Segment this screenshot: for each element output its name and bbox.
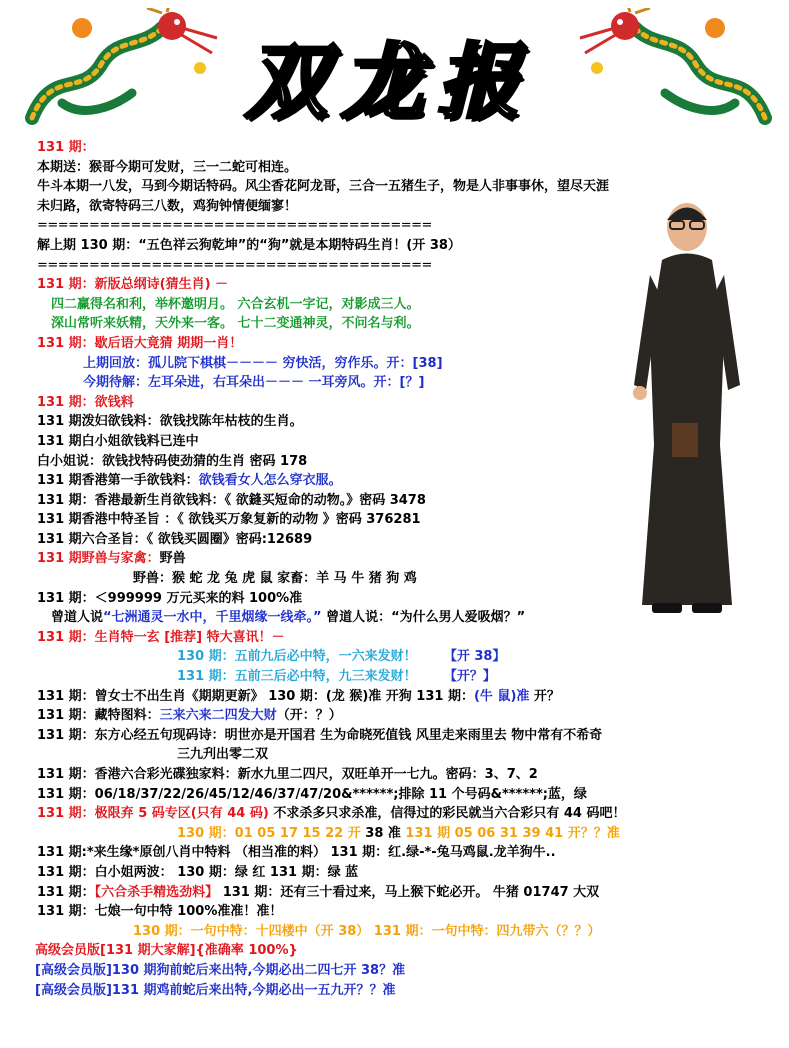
highlight: 三来六来二四发大财: [159, 708, 277, 724]
text-line: 131 期：香港六合彩光碟独家料：新水九里二四尺，双旺单开一七九。密码：3、7、2: [37, 767, 538, 782]
label: 不求杀多只求杀准，信得过的彩民就当六合彩只有 44 码吧！: [268, 806, 626, 822]
text-line: 白小姐说：欲钱找特码使劲猜的生肖 密码 178: [37, 453, 308, 469]
text-line: 131 期六合圣旨：《 欲钱买圆圈》密码:12689: [37, 531, 313, 547]
prediction: 131 期：一句中特：四九带六（？？）: [369, 923, 601, 939]
text-line: 131 期：东方心经五句现码诗：明世亦是开国君 生为命晓死值钱 风里走来雨里去 物中常有不希奇: [37, 727, 603, 743]
text-line: 131 期：七娘一句中特 100%准准！准！: [37, 904, 283, 920]
poem-line: 四二赢得名和利，举杯邀明月。 六合玄机一字记，对影成三人。: [51, 296, 420, 312]
label: 开？: [529, 688, 560, 704]
text-line: 131 期：＜999999 万元买来的料 100%准: [37, 590, 303, 606]
label: 131 期：: [37, 884, 95, 900]
section-heading: 131 期：极限弃 5 码专区(只有 44 码): [37, 806, 269, 822]
riddle-answer: [？]: [399, 375, 425, 391]
text-line: [37, 804, 777, 824]
label: 131 期：藏特图料：: [37, 708, 160, 724]
text-line: 131 期：香港最新生肖欲钱料：《 欲鏠买短命的动物。》密码 3478: [37, 492, 426, 508]
label: 曾道人说：“为什么男人爱吸烟？”: [321, 610, 526, 626]
text-line: [37, 373, 777, 393]
text-line: 131 期：06/18/37/22/26/45/12/46/37/47/20&******;排除 11 个号码&******;蓝，绿: [37, 786, 587, 802]
text-line: [37, 706, 777, 726]
dragon-left-icon: [22, 8, 222, 138]
section-heading: 131 期野兽与家禽：: [37, 551, 160, 567]
page-title: 双龙报: [245, 34, 533, 130]
text-line: [37, 667, 777, 687]
section-heading: 131 期：歇后语大竟猜 期期一肖！: [37, 335, 243, 351]
section-heading: 131 期：欲钱料: [37, 394, 134, 410]
text-line: [37, 883, 777, 903]
result: 【开 38】: [443, 649, 506, 665]
article-body: [37, 138, 777, 1000]
text-line: 解上期 130 期：“五色祥云狗乾坤”的“狗”就是本期特码生肖！(开 38）: [37, 237, 461, 253]
riddle-text: 今期待解：左耳朵进，右耳朵出－－－ 一耳旁风。开：: [83, 375, 400, 391]
text-line: [37, 549, 777, 569]
text-line: 牛斗本期一八发，马到今期话特码。风尘香花阿龙哥，三合一五猪生子，物是人非事事休，望尽天涯: [37, 179, 610, 195]
text-line: 131 期：: [37, 140, 95, 155]
section-heading: 高级会员版[131 期大家解]{准确率 100%}: [35, 943, 298, 959]
prediction: 131 期 05 06 31 39 41 开？？准: [400, 825, 620, 841]
text-line: 三九刋出零二双: [177, 747, 269, 763]
label: （开：？）: [276, 708, 342, 724]
text-line: 131 期:*来生缘*原创八肖中特料 （相当准的料） 131 期：红.绿-*-兔马鸡鼠.龙羊狗牛..: [37, 845, 556, 861]
text-line: [37, 471, 777, 491]
label: 曾道人说: [51, 610, 104, 626]
poem-line: 深山常听来妖精，天外来一客。 七十二变通神灵，不问名与利。: [51, 316, 420, 332]
divider: ======================================: [37, 257, 432, 273]
label: 131 期：曾女士不出生肖《期期更新》 130 期：(龙 猴)准 开狗 131 期：: [37, 688, 474, 704]
prediction: 131 期：五前三后必中特，九三来发财！: [177, 669, 417, 685]
section-heading: 131 期：新版总纲诗(猜生肖) －: [37, 277, 229, 293]
divider: ======================================: [37, 218, 432, 234]
section-heading: 【六合杀手精选劲料】: [94, 884, 219, 900]
text-line: 131 期泼妇欲钱料：欲钱找陈年枯枝的生肖。: [37, 414, 303, 430]
label: 131 期香港第一手欲钱料：: [37, 473, 199, 489]
result: 【开？】: [443, 669, 496, 685]
text-line: [37, 647, 777, 667]
label: 131 期：还有三十看过来，马上猴下蛇必开。 牛猪 01747 大双: [218, 884, 600, 900]
text-line: [37, 824, 777, 844]
text-line: 131 期香港中特圣旨 ：《 欲钱买万象复新的动物 》密码 376281: [37, 512, 421, 528]
text-line: 本期送：猴哥今期可发财，三一二蛇可相连。: [37, 159, 298, 175]
highlight: 欲钱看女人怎么穿衣服。: [198, 473, 342, 489]
text-line: [37, 354, 777, 374]
highlight: (牛 鼠)准: [473, 688, 530, 704]
text-line: [37, 922, 777, 942]
prediction: 130 期：01 05 17 15 22 开: [177, 825, 361, 841]
member-line: [高级会员版]131 期鸡前蛇后来出特,今期必出一五九开？？准: [35, 982, 396, 998]
value: 野兽: [159, 551, 186, 567]
highlight: “七洲通灵一水中，千里烟缘一线牵。”: [103, 610, 322, 626]
header-banner: [0, 0, 789, 135]
text-line: 野兽：猴 蛇 龙 兔 虎 鼠 家畜：羊 马 牛 猪 狗 鸡: [133, 571, 417, 587]
section-heading: 131 期：生肖特一玄 [推荐] 特大喜讯！－: [37, 629, 285, 645]
dragon-right-icon: [575, 8, 775, 138]
text-line: 131 期白小姐欲钱料已连中: [37, 433, 199, 449]
member-line: [高级会员版]130 期狗前蛇后来出特,今期必出二四七开 38？准: [35, 962, 406, 978]
riddle-answer: [38]: [412, 355, 443, 371]
prediction: 130 期：一句中特：十四楼中（开 38）: [133, 923, 370, 939]
text-line: 131 期：白小姐两波： 130 期：绿 红 131 期：绿 蓝: [37, 864, 359, 880]
riddle-text: 上期回放：孤儿院下棋棋－－－－ 穷快活，穷作乐。开：: [83, 355, 413, 371]
text-line: 未归路，欲寄特码三八数，鸡狗钟情便缅寥！: [37, 198, 298, 214]
text-line: [37, 608, 777, 628]
result: 38 准: [360, 825, 401, 841]
prediction: 130 期：五前九后必中特，一六来发财！: [177, 649, 417, 665]
text-line: [37, 687, 777, 707]
